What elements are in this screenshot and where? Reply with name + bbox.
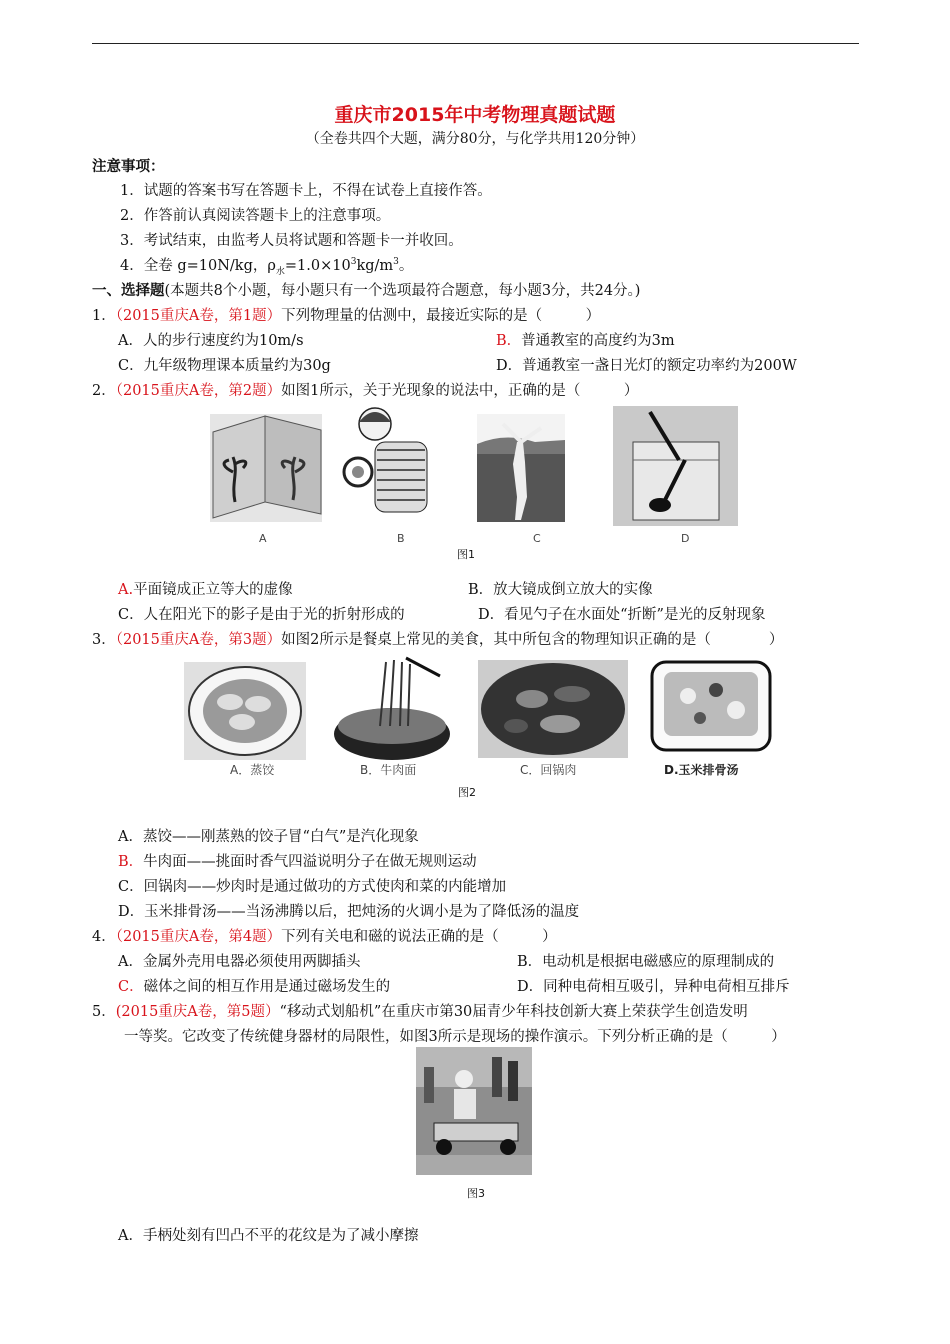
q1-option-a: A．人的步行速度约为10m/s	[118, 333, 304, 349]
fig2-label-d: D.玉米排骨汤	[664, 763, 739, 777]
q1-option-b: B．普通教室的高度约为3m	[496, 333, 675, 349]
fig2-label-b: B．牛肉面	[360, 763, 417, 777]
question-1: 1．（2015重庆A卷，第1题）下列物理量的估测中，最接近实际的是（ ）	[92, 308, 601, 324]
note-item-4: 4．全卷 g=10N/kg，$\rho_水=1.0\times 10^3kg/m^3$。	[120, 257, 414, 277]
figure-3-caption: 图3	[467, 1187, 485, 1200]
q3-option-a: A．蒸饺——刚蒸熟的饺子冒“白气”是汽化现象	[118, 829, 419, 845]
q2-option-b: B．放大镜成倒立放大的实像	[468, 582, 653, 598]
figure-2	[180, 654, 780, 784]
q4-option-a: A．金属外壳用电器必须使用两脚插头	[118, 954, 361, 970]
q2-option-c: C．人在阳光下的影子是由于光的折射形成的	[118, 607, 405, 623]
fig2-c-twice-cooked-pork	[478, 660, 628, 758]
notes-heading: 注意事项：	[92, 158, 165, 175]
fig1-d-spoon-in-water	[613, 406, 738, 526]
fig2-label-a: A．蒸饺	[230, 763, 275, 777]
note-item-2: 2．作答前认真阅读答题卡上的注意事项。	[120, 208, 391, 224]
q4-option-d: D．同种电荷相互吸引，异种电荷相互排斥	[517, 979, 790, 995]
question-3: 3．（2015重庆A卷，第3题）如图2所示是餐桌上常见的美食，其中所包含的物理知识正确的是（ ）	[92, 632, 784, 648]
q3-option-c: C．回锅肉——炒肉时是通过做功的方式使肉和菜的内能增加	[118, 879, 507, 895]
fig3-rowing-machine-photo	[416, 1047, 532, 1175]
figure-1-caption: 图1	[457, 548, 475, 561]
fig1-a-plane-mirror-image	[210, 414, 322, 522]
q1-option-c: C．九年级物理课本质量约为30g	[118, 358, 331, 374]
question-5-line-2: 一等奖。它改变了传统健身器材的局限性，如图3所示是现场的操作演示。下列分析正确的是（ ）	[124, 1029, 786, 1045]
fig1-c-shadow-person	[477, 414, 565, 522]
q3-option-b: B．牛肉面——挑面时香气四溢说明分子在做无规则运动	[118, 854, 477, 870]
note-item-1: 1．试题的答案书写在答题卡上，不得在试卷上直接作答。	[120, 183, 492, 199]
q2-option-a: A.平面镜成正立等大的虚像	[118, 582, 293, 598]
figure-1	[205, 402, 745, 544]
note-item-3: 3．考试结束，由监考人员将试题和答题卡一并收回。	[120, 233, 463, 249]
q4-option-c: C．磁体之间的相互作用是通过磁场发生的	[118, 979, 391, 995]
fig1-b-magnifier-boy	[344, 408, 427, 512]
q3-option-d: D．玉米排骨汤——当汤沸腾以后，把炖汤的火调小是为了降低汤的温度	[118, 904, 580, 920]
fig2-a-dumplings	[184, 662, 306, 760]
q5-option-a: A．手柄处刻有凹凸不平的花纹是为了减小摩擦	[118, 1228, 419, 1244]
page-title: 重庆市2015年中考物理真题试题	[334, 104, 616, 126]
question-5-line-1: 5．(2015重庆A卷，第5题）“移动式划船机”在重庆市第30届青少年科技创新大赛上荣获学生创造发明	[92, 1004, 748, 1020]
q2-option-d: D．看见勺子在水面处“折断”是光的反射现象	[478, 607, 766, 623]
fig1-label-c: C	[533, 532, 541, 544]
fig2-d-corn-rib-soup	[652, 662, 770, 750]
q4-option-b: B．电动机是根据电磁感应的原理制成的	[517, 954, 775, 970]
fig1-label-a: A	[259, 532, 267, 544]
section-heading: 一、选择题(本题共8个小题，每小题只有一个选项最符合题意，每小题3分，共24分。)	[92, 282, 641, 299]
q1-option-d: D．普通教室一盏日光灯的额定功率约为200W	[496, 358, 797, 374]
fig2-b-beef-noodles	[334, 658, 450, 760]
fig1-label-b: B	[397, 532, 405, 544]
question-4: 4．（2015重庆A卷，第4题）下列有关电和磁的说法正确的是（ ）	[92, 929, 557, 945]
question-2: 2．（2015重庆A卷，第2题）如图1所示，关于光现象的说法中，正确的是（ ）	[92, 383, 639, 399]
figure-3	[416, 1047, 532, 1175]
fig1-label-d: D	[681, 532, 690, 544]
fig2-label-c: C．回锅肉	[520, 763, 577, 777]
figure-2-caption: 图2	[458, 786, 476, 799]
page-subtitle: （全卷共四个大题，满分80分，与化学共用120分钟）	[305, 131, 645, 147]
top-rule	[92, 43, 859, 44]
